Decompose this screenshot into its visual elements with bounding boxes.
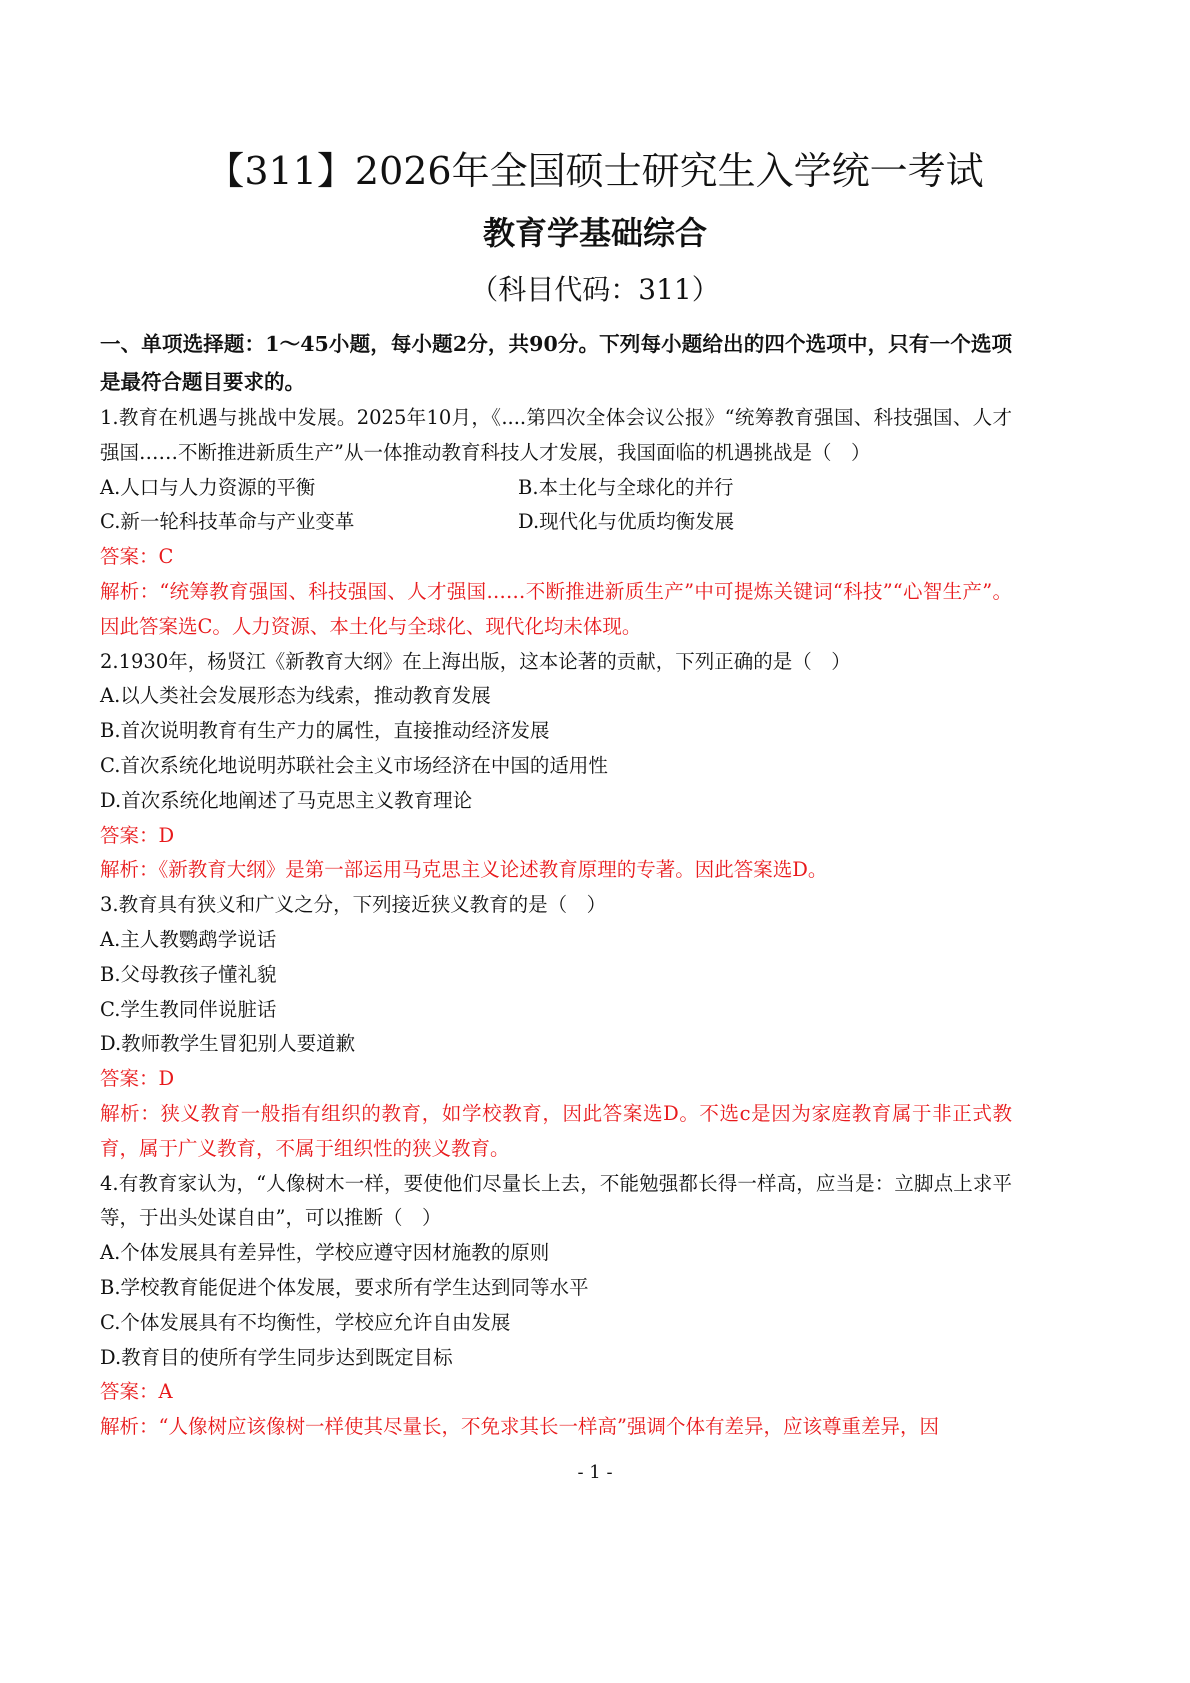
- option-b: B.本土化与全球化的并行: [518, 475, 734, 499]
- option-c: C.新一轮科技革命与产业变革: [100, 510, 355, 534]
- option-c: C.学生教同伴说脏话: [100, 997, 277, 1021]
- exam-subject: 教育学基础综合: [482, 214, 707, 252]
- option-a: A.主人教鹦鹉学说话: [100, 927, 277, 951]
- analysis: 解析：狭义教育一般指有组织的教育，如学校教育，因此答案选D。不选c是因为家庭教育属于非正式教育，属于广义教育，不属于组织性的狭义教育。: [100, 1101, 1012, 1160]
- question-stem: 2.1930年，杨贤江《新教育大纲》在上海出版，这本论著的贡献，下列正确的是（ ）: [100, 649, 851, 673]
- option-d: D.教师教学生冒犯别人要道歉: [100, 1032, 356, 1056]
- option-c: C.个体发展具有不均衡性，学校应允许自由发展: [100, 1310, 511, 1334]
- question-2: [100, 645, 1012, 889]
- option-b: B.父母教孩子懂礼貌: [100, 962, 277, 986]
- option-d: D.教育目的使所有学生同步达到既定目标: [100, 1345, 453, 1369]
- option-d: D.现代化与优质均衡发展: [518, 510, 735, 534]
- option-a: A.以人类社会发展形态为线索，推动教育发展: [100, 684, 491, 708]
- option-a: A.人口与人力资源的平衡: [100, 475, 316, 499]
- answer: 答案：D: [100, 1067, 175, 1091]
- question-stem: 1.教育在机遇与挑战中发展。2025年10月，《....第四次全体会议公报》“统筹教育强国、科技强国、人才强国……不断推进新质生产”从一体推动教育科技人才发展，我国面临的机遇挑战是（ ）: [100, 406, 1012, 464]
- option-b: B.首次说明教育有生产力的属性，直接推动经济发展: [100, 719, 550, 743]
- question-1: [100, 401, 1012, 645]
- document-body: [100, 325, 1012, 1445]
- analysis: 解析：“人像树应该像树一样使其尽量长，不免求其长一样高”强调个体有差异，应该尊重差异，因: [100, 1415, 939, 1439]
- answer: 答案：A: [100, 1380, 173, 1404]
- question-3: [100, 888, 1012, 1166]
- option-a: A.个体发展具有差异性，学校应遵守因材施教的原则: [100, 1241, 550, 1265]
- subject-code: （科目代码：311）: [470, 273, 720, 306]
- option-c: C.首次系统化地说明苏联社会主义市场经济在中国的适用性: [100, 753, 608, 777]
- analysis: 解析：《新教育大纲》是第一部运用马克思主义论述教育原理的专著。因此答案选D。: [100, 858, 828, 882]
- section-heading: 一、单项选择题：1～45小题，每小题2分，共90分。下列每小题给出的四个选项中，只有一个选项是最符合题目要求的。: [100, 332, 1012, 394]
- question-4: [100, 1167, 1012, 1445]
- option-b: B.学校教育能促进个体发展，要求所有学生达到同等水平: [100, 1275, 589, 1299]
- question-stem: 3.教育具有狭义和广义之分，下列接近狭义教育的是（ ）: [100, 893, 607, 917]
- question-stem: 4.有教育家认为，“人像树木一样，要使他们尽量长上去，不能勉强都长得一样高，应当是：立脚点上求平等，于出头处谋自由”，可以推断（ ）: [100, 1171, 1012, 1230]
- option-d: D.首次系统化地阐述了马克思主义教育理论: [100, 788, 473, 812]
- page-number: - 1 -: [577, 1462, 613, 1483]
- analysis: 解析：“统筹教育强国、科技强国、人才强国……不断推进新质生产”中可提炼关键词“科技”“心智生产”。因此答案选C。人力资源、本土化与全球化、现代化均未体现。: [100, 579, 1012, 638]
- exam-title: 【311】2026年全国硕士研究生入学统一考试: [206, 149, 984, 193]
- answer: 答案：D: [100, 823, 175, 847]
- answer: 答案：C: [100, 545, 174, 569]
